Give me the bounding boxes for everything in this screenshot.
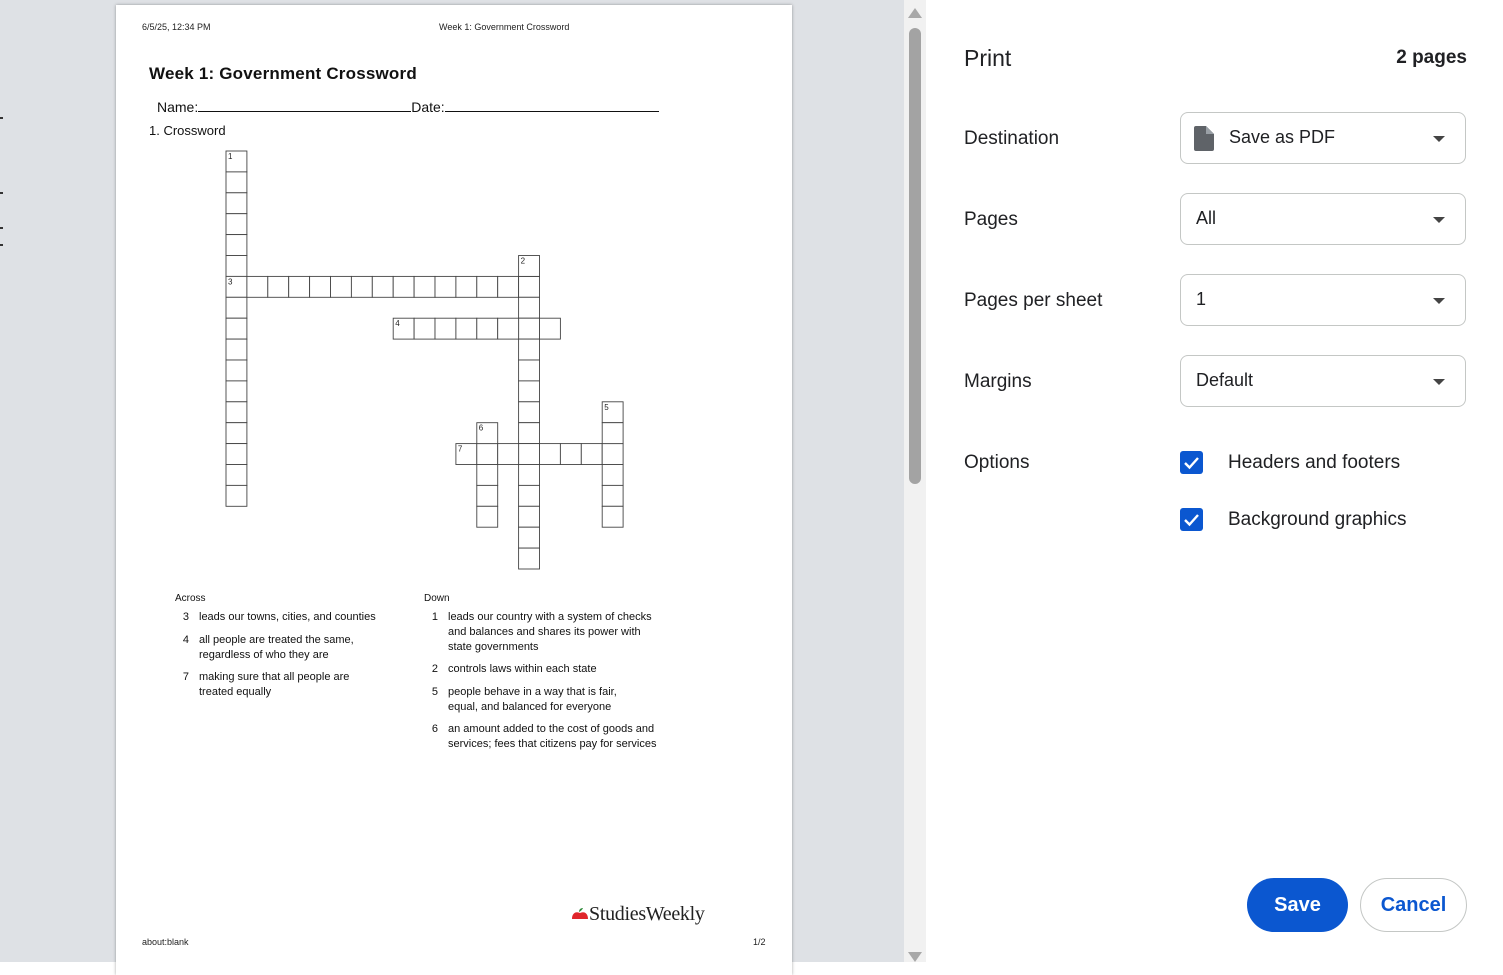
crossword-cell [226,193,247,214]
clue-number: 3 [182,611,189,623]
crossword-cell [226,339,247,360]
edge-marks [0,0,10,260]
crossword-cell [519,360,540,381]
pages-value: All [1196,208,1217,228]
scroll-thumb[interactable] [909,28,921,484]
crossword-cell [226,381,247,402]
crossword-cell-number: 6 [478,423,484,433]
crossword-cell [498,318,519,339]
clue-number: 7 [182,671,189,683]
chevron-down-icon [1433,379,1445,385]
margins-label: Margins [964,371,1032,392]
crossword-cell [372,276,393,297]
crossword-cell [519,276,540,297]
crossword-cell [519,402,540,423]
headers-footers-checkbox[interactable] [1180,451,1203,474]
clue-text: controls laws within each state [448,663,597,675]
print-title: Print [964,45,1012,71]
crossword-cell [477,444,498,465]
preview-page [116,5,792,975]
crossword-cell [226,485,247,506]
date-label: Date: [411,99,445,115]
clue-number: 1 [431,611,438,623]
crossword-cell [226,465,247,486]
crossword-cell [519,297,540,318]
crossword-cell [226,172,247,193]
clue-text: making sure that all people are treated equally [199,671,350,698]
crossword-cell [289,276,310,297]
crossword-cell [602,485,623,506]
clue-number: 6 [431,723,438,735]
crossword-cell [519,381,540,402]
crossword-cell-number: 2 [520,256,526,266]
margins-value: Default [1196,370,1254,390]
clue-number: 2 [431,663,438,675]
crossword-cell [477,485,498,506]
crossword-cell [247,276,268,297]
options-label: Options [964,452,1030,473]
clue-text: leads our country with a system of checks and balances and shares its power with state governments [448,611,652,653]
clue-number: 5 [431,686,438,698]
crossword-cell [226,444,247,465]
crossword-cell [456,318,477,339]
chevron-down-icon [1433,298,1445,304]
header-datetime: 6/5/25, 12:34 PM [142,22,211,32]
crossword-cell [519,318,540,339]
down-heading: Down [424,593,450,604]
crossword-cell [226,402,247,423]
studies-weekly-logo [571,903,705,926]
document-title: Week 1: Government Crossword [149,64,417,83]
crossword-cell-number: 7 [457,444,463,454]
print-settings-panel [926,0,1503,962]
clue-text: an amount added to the cost of goods and services; fees that citizens pay for services [448,723,657,750]
crossword-cell [540,444,561,465]
crossword-cell [393,276,414,297]
destination-select[interactable] [1180,112,1466,164]
page-count: 2 pages [1396,47,1467,68]
header-title: Week 1: Government Crossword [439,22,570,32]
margins-select[interactable] [1180,355,1466,407]
crossword-cell [226,360,247,381]
crossword-cell [602,506,623,527]
crossword-cell [331,276,352,297]
name-label: Name: [157,99,199,115]
destination-value: Save as PDF [1229,127,1336,147]
destination-label: Destination [964,128,1060,149]
apple-icon [571,907,589,921]
crossword-cell-number: 5 [604,402,609,412]
crossword-cell [498,444,519,465]
crossword-cell [519,444,540,465]
section-label: 1. Crossword [149,123,226,138]
crossword-cell [414,276,435,297]
crossword-cell [226,214,247,235]
background-graphics-checkbox[interactable] [1180,508,1203,531]
crossword-cell [477,276,498,297]
chevron-down-icon [1433,136,1445,142]
crossword-cell [560,444,581,465]
pages-label: Pages [964,209,1018,230]
crossword-cell [602,444,623,465]
crossword-cell [226,256,247,277]
crossword-cell [456,276,477,297]
file-icon [1194,126,1214,151]
footer-page: 1/2 [753,937,766,947]
pages-select[interactable] [1180,193,1466,245]
clue-text: all people are treated the same, regardless of who they are [199,634,354,661]
clue-text: people behave in a way that is fair, equal, and balanced for everyone [448,686,617,713]
crossword-cell [351,276,372,297]
scroll-down-arrow-icon[interactable] [908,952,922,962]
headers-footers-label[interactable]: Headers and footers [1228,452,1401,473]
across-heading: Across [175,593,206,604]
crossword-cell [226,318,247,339]
crossword-cell-number: 3 [228,277,233,287]
crossword-cell [477,506,498,527]
crossword-cell [414,318,435,339]
crossword-cell [581,444,602,465]
logo-text: StudiesWeekly [589,903,705,925]
crossword-cell [498,276,519,297]
scroll-up-arrow-icon[interactable] [908,8,922,18]
crossword-cell [226,423,247,444]
crossword-cell [519,548,540,569]
clue-number: 4 [182,634,189,646]
pages-per-sheet-label: Pages per sheet [964,290,1103,311]
footer-url: about:blank [142,937,189,947]
crossword-cell-number: 1 [228,152,233,161]
crossword-cell [540,318,561,339]
crossword-cell [477,465,498,486]
checkmark-icon [1180,451,1203,474]
crossword-cell [519,506,540,527]
crossword-cell [477,318,498,339]
crossword-cell [310,276,331,297]
crossword-cell [268,276,289,297]
save-button[interactable]: Save [1247,878,1348,932]
crossword-cell [519,339,540,360]
checkmark-icon [1180,508,1203,531]
pages-per-sheet-select[interactable] [1180,274,1466,326]
crossword-cell [602,465,623,486]
preview-scrollbar[interactable] [904,0,926,962]
clue-text: leads our towns, cities, and counties [199,611,376,623]
cancel-button[interactable]: Cancel [1360,878,1467,932]
crossword-cell [519,485,540,506]
crossword-cell [519,465,540,486]
crossword-grid [116,5,792,585]
chevron-down-icon [1433,217,1445,223]
crossword-cell [519,527,540,548]
crossword-cell-number: 4 [395,319,400,329]
pages-per-sheet-value: 1 [1196,289,1207,309]
crossword-cell [435,318,456,339]
crossword-cell [226,235,247,256]
crossword-cell [602,423,623,444]
crossword-cell [435,276,456,297]
crossword-cell [226,297,247,318]
background-graphics-label[interactable]: Background graphics [1228,509,1407,530]
crossword-cell [519,423,540,444]
